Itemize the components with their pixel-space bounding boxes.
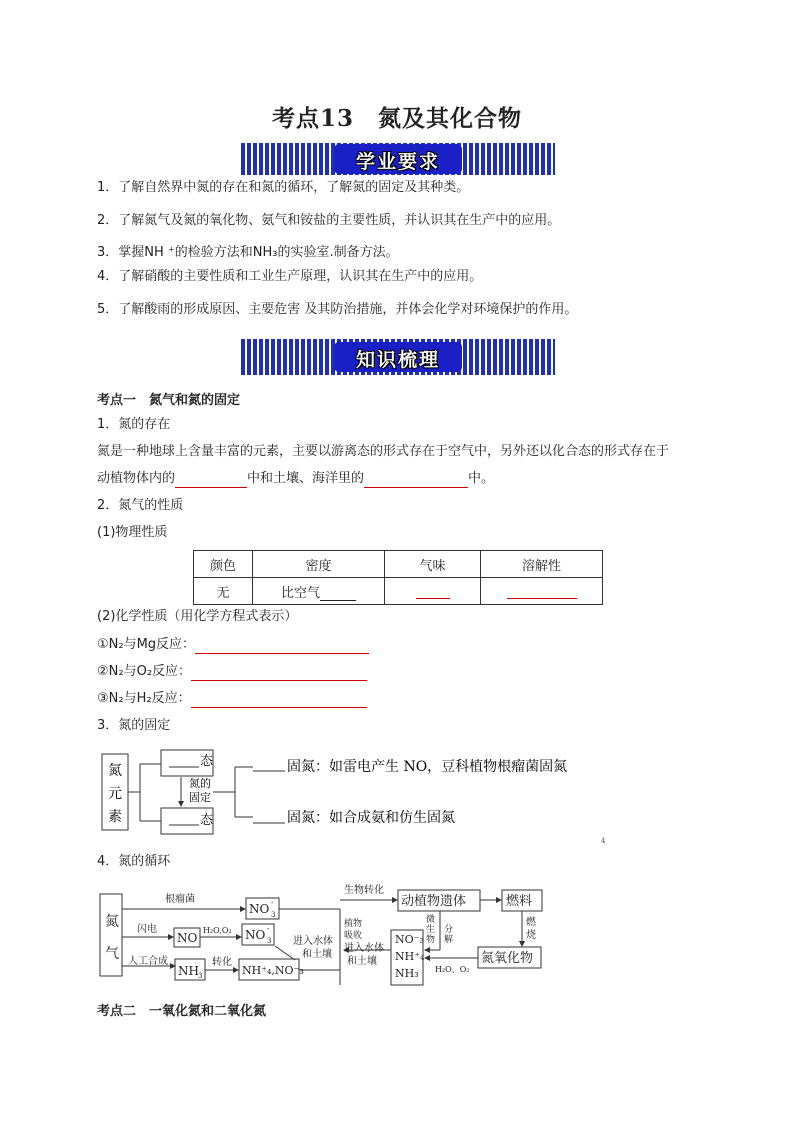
remains-text: 动植物遗体: [401, 894, 467, 909]
physical-properties-table: [193, 550, 603, 605]
reaction-label: ①N₂与Mg反应：: [97, 637, 196, 652]
reaction-label: ③N₂与H₂反应：: [97, 691, 191, 706]
plant-absorb-label: 植物: [344, 919, 363, 929]
svg-text:-: -: [271, 899, 274, 907]
microbe-label: 生: [426, 925, 436, 935]
table-header: 密度: [253, 551, 385, 578]
stray-mark: 4: [601, 837, 606, 845]
element-char: 素: [108, 809, 122, 825]
requirement-item: 3．掌握NH ⁺的检验方法和NH₃的实验室.制备方法。: [97, 245, 399, 260]
table-header: 溶解性: [481, 551, 603, 578]
microbe-label: 物: [426, 935, 436, 945]
nh3-text: NH: [178, 964, 199, 978]
subheading: (1)物理性质: [97, 525, 168, 540]
answer-blank[interactable]: [191, 667, 367, 681]
n2-box: [100, 894, 122, 976]
paragraph-end: 中。: [468, 471, 495, 486]
artificial-label: 人工合成: [128, 956, 168, 967]
table-cell: 无: [194, 578, 253, 605]
answer-blank[interactable]: [175, 474, 247, 488]
answer-blank[interactable]: [320, 587, 356, 601]
n2-char: 气: [105, 946, 119, 962]
table-header: 气味: [385, 551, 481, 578]
into-water-label-2: 进入水体: [344, 943, 384, 954]
natural-fixation-text: 固氮：如雷电产生 NO，豆科植物根瘤菌固氮: [287, 759, 568, 775]
root-bacteria-label: 根瘤菌: [165, 894, 195, 905]
no3-text: NO: [249, 902, 270, 916]
fixation-arrow-label: 固定: [189, 791, 211, 804]
stack-item: NO⁻₃: [395, 933, 424, 946]
state-label: 态: [200, 754, 214, 769]
nitrogen-oxides-text: 氮氧化物: [481, 951, 534, 966]
artificial-fixation-text: 固氮：如合成氨和仿生固氮: [287, 810, 455, 826]
requirement-item: 4．了解硝酸的主要性质和工业生产原理，认识其在生产中的应用。: [97, 269, 483, 284]
stack-item: NH⁺₄: [395, 950, 425, 963]
reaction-line: [97, 663, 367, 681]
paragraph-mid: 中和土壤、海洋里的: [247, 471, 365, 486]
into-water-label: 和土壤: [302, 949, 332, 960]
fixation-arrow-label: 氮的: [189, 777, 211, 790]
bio-conversion-label: 生物转化: [344, 885, 384, 896]
page-title: 考点13 氮及其化合物: [271, 105, 522, 132]
table-header-row: [194, 551, 603, 578]
subheading: 3．氮的固定: [97, 718, 171, 733]
into-water-label: 进入水体: [293, 936, 333, 947]
answer-blank[interactable]: [191, 694, 367, 708]
banner-label: 学业要求: [355, 151, 440, 173]
subheading: (2)化学性质（用化学方程式表示）: [97, 609, 298, 624]
cell-text: 比空气: [280, 585, 320, 601]
conversion-label: 转化: [212, 957, 232, 968]
table-header: 颜色: [194, 551, 253, 578]
nitrogen-cycle-diagram: [95, 880, 555, 988]
reaction-line: [97, 690, 367, 708]
requirement-item: 1．了解自然界中氮的存在和氮的循环，了解氮的固定及其种类。: [97, 180, 470, 195]
reaction-line: [97, 636, 369, 654]
h2o-o2-label-2: H₂O、O₂: [435, 965, 470, 974]
fuel-text: 燃料: [506, 894, 533, 909]
paragraph-line: 氮是一种地球上含量丰富的元素，主要以游离态的形式存在于空气中，另外还以化合态的形式存在于: [97, 444, 670, 459]
requirement-item: 2．了解氮气及氮的氧化物、氨气和铵盐的主要性质，并认识其在生产中的应用。: [97, 213, 561, 228]
lightning-label: 闪电: [137, 924, 157, 935]
answer-blank[interactable]: [416, 585, 450, 599]
element-char: 元: [108, 786, 122, 802]
svg-text:3: 3: [198, 972, 203, 980]
answer-blank[interactable]: [364, 474, 468, 488]
section-heading: 考点二 一氧化氮和二氧化氮: [97, 1004, 267, 1019]
into-water-label-2: 和土壤: [347, 956, 377, 967]
subheading: 1．氮的存在: [97, 417, 171, 432]
subheading: 2．氮气的性质: [97, 498, 184, 513]
svg-text:3: 3: [267, 937, 272, 945]
nitrogen-fixation-diagram-clean: [95, 745, 625, 845]
banner-label: 知识梳理: [355, 349, 440, 371]
microbe-label: 微: [426, 915, 436, 925]
burn-label: 烧: [526, 930, 536, 941]
n2-char: 氮: [105, 914, 119, 930]
element-char: 氮: [108, 763, 122, 779]
requirement-item: 5．了解酸雨的形成原因、主要危害 及其防治措施，并体会化学对环境保护的作用。: [97, 302, 578, 317]
paragraph-prefix: 动植物体内的: [97, 471, 176, 486]
plant-absorb-label: 吸收: [344, 931, 363, 941]
stack-item: NH₃: [395, 967, 419, 980]
subheading: 4．氮的循环: [97, 854, 171, 869]
no-text: NO: [177, 931, 198, 945]
table-cell: [385, 578, 481, 605]
svg-text:-: -: [267, 925, 270, 933]
table-row: [194, 578, 603, 605]
answer-blank[interactable]: [195, 640, 369, 654]
reaction-label: ②N₂与O₂反应：: [97, 664, 192, 679]
h2o-o2-label: H₂O,O₂: [203, 926, 232, 935]
nh4-no3-text: NH⁺₄,NO⁻₃: [242, 964, 304, 977]
microbe-label: 解: [444, 935, 454, 945]
burn-label: 燃: [526, 917, 536, 928]
state-label: 态: [200, 813, 214, 828]
table-cell: [481, 578, 603, 605]
answer-blank[interactable]: [507, 585, 577, 599]
no3-text-2: NO: [245, 928, 266, 942]
paragraph-fill: [97, 470, 494, 488]
section-heading: 考点一 氮气和氮的固定: [97, 393, 241, 408]
microbe-label: 分: [444, 925, 454, 935]
svg-text:3: 3: [271, 911, 276, 919]
banner-knowledge-summary: [241, 339, 555, 375]
table-cell: [253, 578, 385, 605]
banner-learning-requirements: [241, 143, 555, 175]
